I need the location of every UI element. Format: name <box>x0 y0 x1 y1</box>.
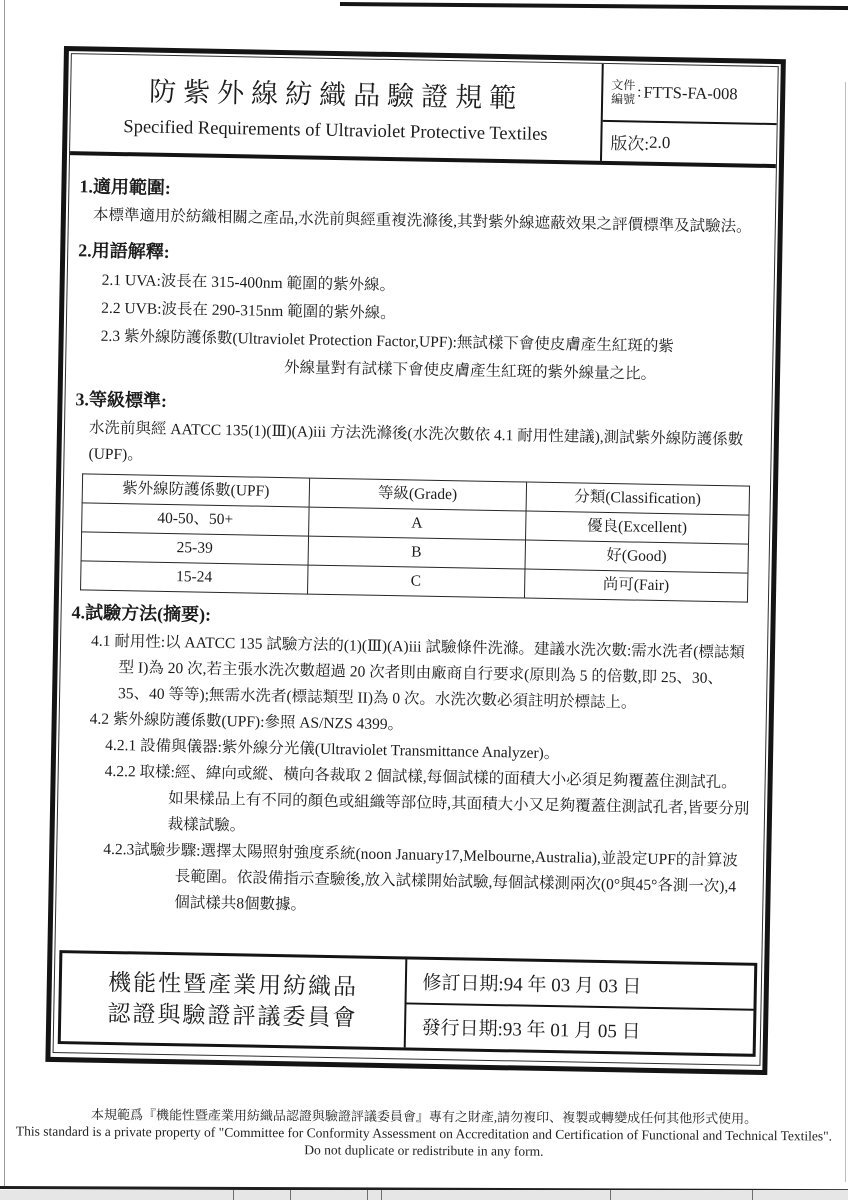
scan-edge-left-line <box>4 0 5 1186</box>
section-1-heading: 1.適用範圍: <box>79 176 172 198</box>
document-number-label <box>611 78 636 107</box>
scan-tick-mark <box>367 1190 368 1200</box>
doc-number-colon: : <box>637 84 642 101</box>
footer-dates <box>405 959 754 1053</box>
document-frame-inner <box>53 53 779 1066</box>
upf-grade-table <box>80 473 750 602</box>
section-4-heading: 4.試驗方法(摘要): <box>71 602 212 625</box>
revision-date: 修訂日期:94 年 03 月 03 日 <box>422 972 642 998</box>
scan-tick-mark <box>752 1190 753 1200</box>
table-cell-classification: 優良(Excellent) <box>525 511 749 544</box>
committee-name-line2: 認證與驗證評議委員會 <box>107 1000 358 1031</box>
section-2-item-uvb: 2.2 UVB:波長在 290-315nm 範圍的紫外線。 <box>101 299 396 322</box>
table-header-grade: 等級(Grade) <box>309 478 526 511</box>
section-2-item-upf-line2: 外線量對有試樣下會使皮膚產生紅斑的紫外線量之比。 <box>283 358 657 383</box>
section-2-item-uva: 2.1 UVA:波長在 315-400nm 範圍的紫外線。 <box>101 271 396 294</box>
scan-artifact-top-line <box>340 2 848 10</box>
section-4-2-1-paragraph: 4.2.1 設備與儀器:紫外線分光儀(Ultraviolet Transmittance Analyzer)。 <box>105 737 560 763</box>
document-title-block <box>70 54 602 161</box>
scan-tick-mark <box>233 1190 234 1200</box>
section-4-2-paragraph: 4.2 紫外線防護係數(UPF):參照 AS/NZS 4399。 <box>89 710 404 734</box>
version-value: 2.0 <box>648 132 671 152</box>
scan-tick-mark <box>381 1190 382 1200</box>
table-cell-grade: C <box>307 565 524 598</box>
section-1-paragraph: 本標準適用於紡織相關之產品,水洗前與經重複洗滌後,其對紫外線遮蔽效果之評價標準及試驗法。 <box>92 206 752 236</box>
footer-committee-box <box>58 950 758 1057</box>
table-cell-upf-range: 40-50、50+ <box>82 503 309 536</box>
document-number-row <box>603 64 778 123</box>
doc-label-line2: 編號 <box>610 92 636 107</box>
table-cell-classification: 好(Good) <box>525 540 749 573</box>
section-3-paragraph: 水洗前與經 AATCC 135(1)(Ⅲ)(A)iii 方法洗滌後(水洗次數依 4.1 耐用性建議),測試紫外線防護係數(UPF)。 <box>88 419 744 464</box>
disclaimer-zh: 本規範爲『機能性暨產業用紡織品認證與驗證評議委員會』專有之財產,請勿複印、複製或轉變成任何其他形式使用。 <box>90 1106 758 1127</box>
section-3-heading: 3.等級標準: <box>75 388 168 411</box>
version-row <box>602 120 777 164</box>
scan-tick-mark <box>290 1190 291 1200</box>
section-2-heading: 2.用語解釋: <box>78 240 170 263</box>
document-header <box>70 54 778 168</box>
document-title-en: Specified Requirements of Ultraviolet Protective Textiles <box>123 117 548 145</box>
table-cell-grade: A <box>308 507 525 540</box>
scan-artifact-bottom-band <box>0 1190 848 1200</box>
committee-name-line1: 機能性暨產業用紡織品 <box>107 969 359 1000</box>
table-cell-classification: 尚可(Fair) <box>524 569 748 602</box>
scan-edge-right-line <box>845 82 846 1182</box>
section-4-2-3-paragraph: 4.2.3試驗步驟:選擇太陽照射強度系統(noon January17,Melbourne,Australia),並設定UPF的計算波長範圍。依設備指示查驗後,放入試樣開始試驗,每個試樣測兩次(0°與45°各測一次),4個試樣共8個數據。 <box>103 841 738 915</box>
disclaimer-block <box>0 1103 848 1162</box>
doc-label-line1: 文件 <box>611 77 636 93</box>
table-header-upf: 紫外線防護係數(UPF) <box>82 474 309 507</box>
committee-name <box>61 953 407 1047</box>
disclaimer-en-line2: Do not duplicate or redistribute in any form. <box>304 1142 544 1159</box>
scan-tick-mark <box>610 1190 611 1200</box>
section-4-1-paragraph: 4.1 耐用性:以 AATCC 135 試驗方法的(1)(Ⅲ)(A)iii 試驗條件洗滌。建議水洗次數:需水洗者(標誌類型 I)為 20 次,若主張水洗次數超過 20 次者則由廠商自行要求(原則為 5 的倍數,即 25、30、35、40 等等);無需水洗者(標誌類型 II)為 0 次。水洗次數必須註明於標誌上。 <box>90 632 746 712</box>
version-label: 版次: <box>610 134 650 154</box>
disclaimer-en-line1: This standard is a private property of "Committee for Conformity Assessment on Accreditation and Certification of Functional and Technical Textiles". <box>15 1123 833 1144</box>
document-number-value: FTTS-FA-008 <box>643 82 738 104</box>
document-frame <box>45 46 785 1075</box>
table-header-classification: 分類(Classification) <box>526 482 750 515</box>
document-body <box>55 155 775 963</box>
table-cell-upf-range: 25-39 <box>81 532 308 565</box>
section-4-2-2-paragraph: 4.2.2 取樣:經、緯向或縱、橫向各裁取 2 個試樣,每個試樣的面積大小必須足夠覆蓋住測試孔。如果樣品上有不同的顏色或組織等部位時,其面積大小又足夠覆蓋住測試孔者,皆要分別裁樣試驗。 <box>104 763 750 835</box>
table-cell-grade: B <box>308 536 525 569</box>
table-cell-upf-range: 15-24 <box>81 561 308 594</box>
issue-date: 發行日期:93 年 01 月 05 日 <box>405 1002 753 1053</box>
document-title-zh: 防紫外線紡織品驗證規範 <box>148 76 524 114</box>
section-2-item-upf-line1: 2.3 紫外線防護係數(Ultraviolet Protection Factor,UPF):無試樣下會使皮膚產生紅斑的紫 <box>100 327 675 355</box>
document-info-block <box>600 64 778 164</box>
